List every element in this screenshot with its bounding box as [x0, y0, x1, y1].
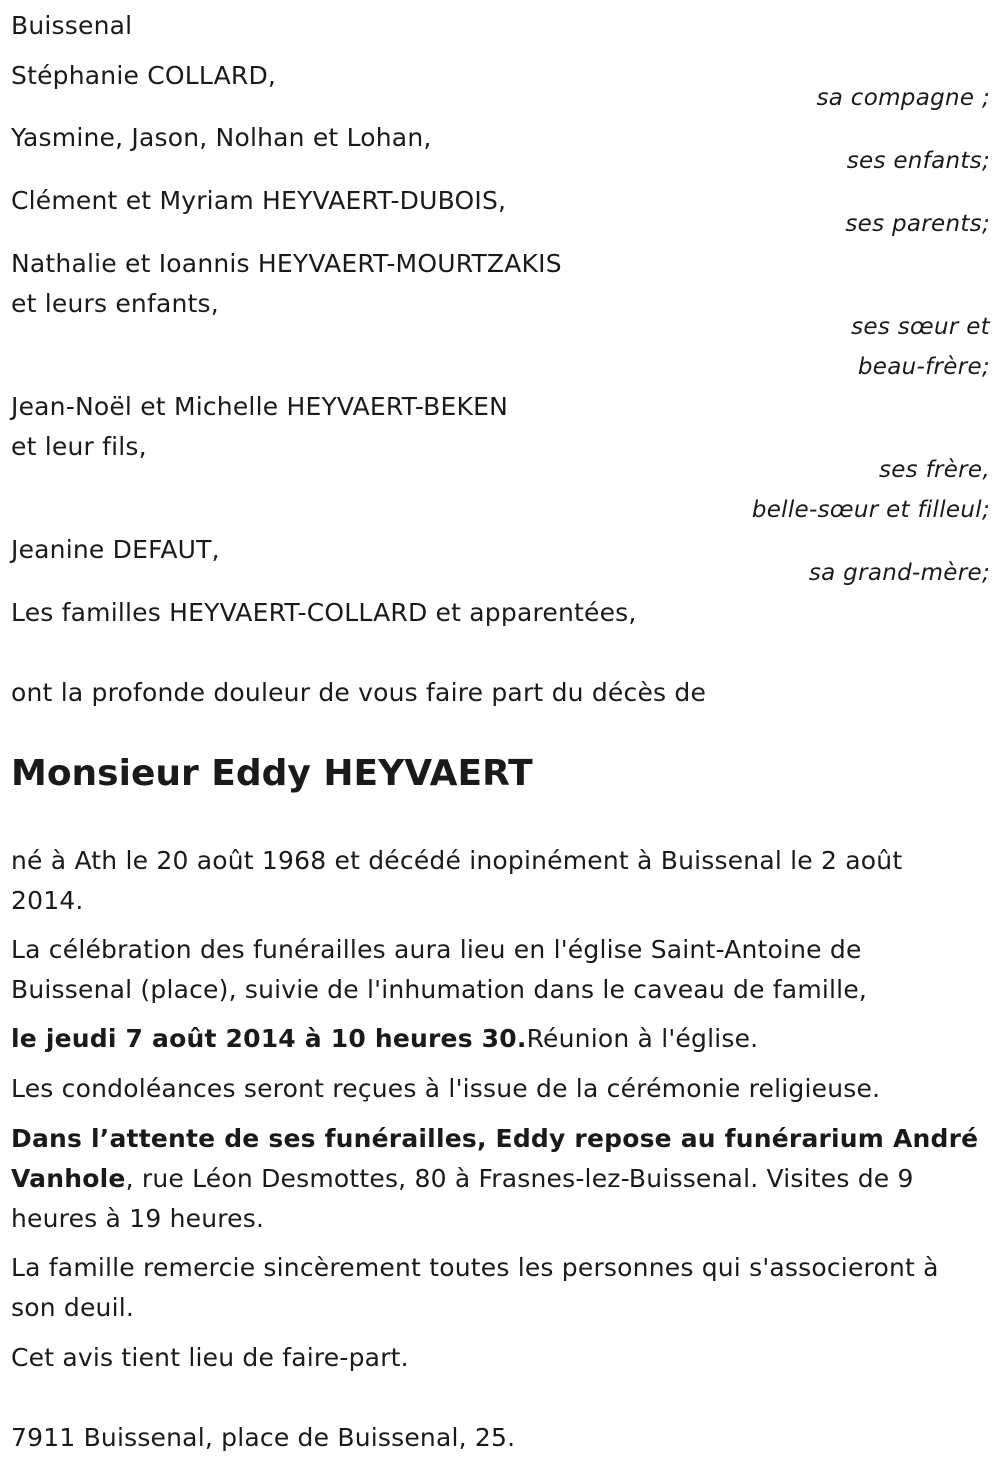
ceremony-line-continued: Buissenal (place), suivie de l'inhumation dans le caveau de famille,: [11, 975, 868, 1004]
mourner-name-continued: et leurs enfants,: [11, 289, 219, 318]
mourner-name: Jean-Noël et Michelle HEYVAERT-BEKEN: [11, 392, 509, 421]
birth-death-line-continued: 2014.: [11, 886, 84, 915]
notice: Cet avis tient lieu de faire-part.: [11, 1343, 409, 1372]
thanks-line-continued: son deuil.: [11, 1293, 135, 1322]
mourner-name: Nathalie et Ioannis HEYVAERT-MOURTZAKIS: [11, 249, 562, 278]
mourner-name: Clément et Myriam HEYVAERT-DUBOIS,: [11, 186, 507, 215]
mourner-name: Yasmine, Jason, Nolhan et Lohan,: [11, 123, 432, 152]
mourner-name: Jeanine DEFAUT,: [11, 535, 220, 564]
families-line: Les familles HEYVAERT-COLLARD et apparentées,: [11, 598, 637, 627]
funerarium-line: [11, 1119, 978, 1159]
mourner-name-continued: et leur fils,: [11, 432, 147, 461]
place-header: Buissenal: [11, 11, 133, 40]
funerarium-name: Vanhole: [11, 1164, 126, 1193]
ceremony-meeting: Réunion à l'église.: [526, 1024, 759, 1053]
birth-death-line: né à Ath le 20 août 1968 et décédé inopinément à Buissenal le 2 août: [11, 846, 903, 875]
funerarium-line-continued: [11, 1159, 914, 1199]
mourner-relation: sa grand-mère;: [808, 560, 990, 586]
address: 7911 Buissenal, place de Buissenal, 25.: [11, 1423, 516, 1452]
thanks-line: La famille remercie sincèrement toutes les personnes qui s'associeront à: [11, 1253, 939, 1282]
ceremony-line: La célébration des funérailles aura lieu en l'église Saint-Antoine de: [11, 935, 862, 964]
ceremony-date: le jeudi 7 août 2014 à 10 heures 30.: [11, 1024, 527, 1053]
ceremony-date-line: [11, 1019, 758, 1059]
funerarium-bold: Dans l’attente de ses funérailles, Eddy repose au funérarium André: [11, 1124, 979, 1153]
funerarium-hours: heures à 19 heures.: [11, 1204, 265, 1233]
deceased-name: Monsieur Eddy HEYVAERT: [11, 753, 533, 794]
condolences: Les condoléances seront reçues à l'issue de la cérémonie religieuse.: [11, 1074, 881, 1103]
announcement: ont la profonde douleur de vous faire part du décès de: [11, 678, 707, 707]
mourner-relation-continued: belle-sœur et filleul;: [751, 497, 990, 523]
mourner-relation: ses parents;: [845, 211, 990, 237]
funerarium-address: , rue Léon Desmottes, 80 à Frasnes-lez-Buissenal. Visites de 9: [125, 1164, 914, 1193]
mourner-relation: ses enfants;: [846, 148, 990, 174]
mourner-relation: sa compagne ;: [816, 85, 990, 111]
mourner-name: Stéphanie COLLARD,: [11, 61, 277, 90]
mourner-relation-continued: beau-frère;: [857, 354, 990, 380]
mourner-relation: ses frère,: [878, 457, 990, 483]
mourner-relation: ses sœur et: [851, 314, 990, 340]
